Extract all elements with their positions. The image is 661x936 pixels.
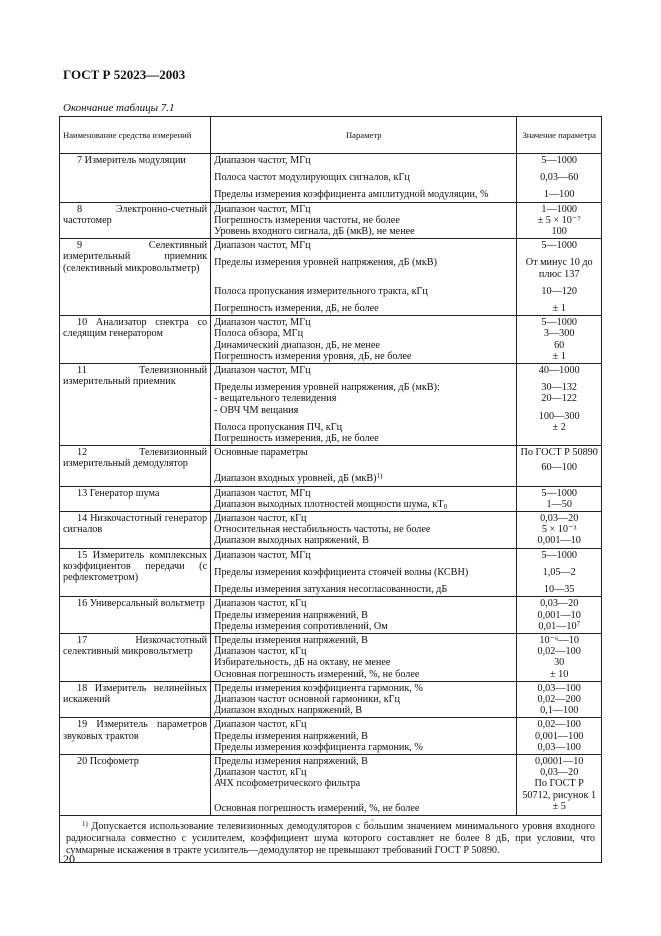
parameter-value: 1—50	[546, 498, 572, 510]
parameter-text: Диапазон частот, кГц	[214, 719, 307, 731]
parameter-value: 5—1000	[541, 155, 577, 166]
table-row	[60, 486, 602, 511]
instrument-name: 11 Телевизионный измерительный приемник	[63, 365, 208, 388]
footnote-text: Допускается использование телевизионных демодуляторов с бо́льшим значением минимального уровня входного радиосигнала совместно с усилителем, коэффициент шума которого составляет не более 8 дБ, при условии, что суммарные искажения в тракте усилитель—демодулятор не превышают требований ГОСТ Р 50890.	[66, 820, 595, 856]
parameter-text: Пределы измерения сопротивлений, Ом	[214, 620, 388, 632]
parameter-value: 100—300	[538, 410, 580, 422]
parameter-text: Пределы измерения затухания несогласованности, дБ	[214, 584, 448, 596]
parameter-text: Диапазон частот, МГц	[214, 317, 311, 329]
parameter-text: Диапазон входных уровней, дБ (мкВ)	[214, 473, 377, 485]
table-row	[60, 512, 602, 549]
parameter-value: 0,02—100	[537, 646, 581, 658]
parameter-text: Полоса частот модулирующих сигналов, кГц	[214, 172, 410, 184]
table-row	[60, 446, 602, 486]
parameter-text: Пределы измерения напряжений, В	[214, 755, 368, 767]
instrument-name: 17 Низкочастотный селективный микровольтметр	[63, 634, 208, 658]
parameter-value: 0,03—100	[537, 682, 581, 694]
instrument-name: 20 Псофометр	[77, 755, 139, 767]
parameter-text: Полоса пропускания ПЧ, кГц	[214, 421, 343, 433]
parameter-value: ± 5	[552, 800, 566, 812]
table-header-row	[60, 117, 602, 154]
parameter-value: 5—1000	[541, 487, 577, 499]
column-header-instrument: Наименование средства измерений	[60, 117, 211, 154]
instrument-name: 18 Измеритель нелинейных искажений	[63, 682, 208, 705]
table-row	[60, 754, 602, 815]
parameter-text: Погрешность измерения, дБ, не более	[214, 302, 379, 314]
parameter-text: АЧХ псофометрического фильтра	[214, 778, 361, 790]
parameter-value: 5—1000	[541, 240, 577, 252]
parameter-value: 0,03—20	[540, 598, 579, 610]
parameter-value: ± 5 × 10⁻⁷	[537, 214, 581, 226]
table-row	[60, 154, 602, 203]
parameter-text: Диапазон частот, МГц	[214, 240, 311, 252]
parameter-text: Динамический диапазон, дБ, не менее	[214, 339, 380, 351]
parameter-text: Полоса пропускания измерительного тракта, кГц	[214, 285, 428, 297]
parameter-text: Полоса обзора, МГц	[214, 328, 304, 340]
parameter-value: 0,001—100	[534, 730, 584, 742]
parameter-value: ± 2	[552, 421, 566, 433]
instrument-name: 9 Селективный измерительный приемник (селективный микровольтметр)	[63, 240, 208, 274]
parameter-text: Диапазон выходных напряжений, В	[214, 535, 369, 547]
column-header-parameter: Параметр	[211, 117, 517, 154]
parameter-text: Диапазон частот, МГц	[214, 549, 311, 561]
table-caption: Окончание таблицы 7.1	[63, 102, 175, 114]
parameter-value: ± 1	[552, 350, 566, 362]
table-row	[60, 718, 602, 755]
parameter-value: 1,05—2	[542, 566, 576, 578]
parameter-value: По ГОСТ Р 50890	[520, 447, 598, 459]
parameter-value: 0,03—20	[540, 767, 579, 779]
parameter-value: 1—1000	[541, 203, 577, 215]
parameter-value: 10⁻⁶—10	[539, 634, 579, 646]
parameter-text: Погрешность измерения, дБ, не более	[214, 433, 379, 445]
parameter-text: Диапазон входных напряжений, В	[214, 705, 363, 717]
parameter-value: 10—120	[541, 285, 577, 297]
parameter-text: Пределы измерения напряжений, В	[214, 609, 368, 621]
parameter-value: 1—100	[543, 189, 575, 201]
instrument-name: 15 Измеритель комплексных коэффициентов передачи (с рефлектометром)	[63, 549, 208, 584]
parameter-text: Пределы измерения уровней напряжения, дБ (мкВ)	[214, 257, 437, 269]
instrument-name: 8 Электронно-счетный частотомер	[63, 203, 208, 226]
parameter-text: Пределы измерения коэффициента амплитудной модуляции, %	[214, 189, 489, 201]
parameter-text: Основная погрешность измерений, %, не более	[214, 668, 420, 680]
parameter-text: Пределы измерения коэффициента гармоник, %	[214, 682, 423, 694]
parameter-text: Уровень входного сигнала, дБ (мкВ), не менее	[214, 226, 415, 238]
parameter-value: ± 1	[552, 303, 566, 315]
parameter-value: ± 10	[550, 668, 569, 680]
instrument-name: 12 Телевизионный измерительный демодулятор	[63, 447, 208, 470]
parameter-text: Пределы измерения коэффициента гармоник, %	[214, 741, 423, 753]
parameter-value: 5 × 10⁻³	[541, 524, 577, 536]
parameter-value: 0,01—10	[538, 620, 577, 632]
parameter-value: От минус 10 до плюс 137	[525, 257, 593, 280]
parameter-text: Диапазон частот, МГц	[214, 203, 311, 215]
parameter-value: 5—1000	[541, 549, 577, 561]
page-number: 20	[63, 852, 75, 866]
parameter-text: Диапазон частот, кГц	[214, 646, 307, 658]
parameter-text: Пределы измерения напряжений, В	[214, 634, 368, 646]
parameter-value: 0,03—20	[540, 513, 579, 525]
parameter-value: 20—122	[541, 393, 577, 405]
parameter-value: 60	[554, 339, 565, 351]
instrument-name: 19 Измеритель параметров звуковых трактов	[63, 719, 208, 742]
table-row	[60, 202, 602, 239]
table-row	[60, 633, 602, 681]
parameter-text: Диапазон частот, МГц	[214, 487, 311, 499]
footnote-mark: 1)	[82, 819, 88, 828]
parameter-text: Относительная нестабильность частоты, не более	[214, 524, 431, 536]
parameter-value: 0,001—10	[537, 609, 581, 621]
parameter-text: Основные параметры	[214, 447, 308, 459]
parameter-value: 100	[551, 226, 567, 238]
parameter-value: 0,0001—10	[534, 755, 584, 767]
subscript-text: 0	[443, 502, 448, 511]
parameter-value: 0,03—100	[537, 741, 581, 753]
instrument-name: 13 Генератор шума	[77, 487, 160, 499]
parameter-value: 30	[554, 657, 565, 669]
parameter-value: 10—35	[543, 584, 575, 596]
footnote-row	[60, 815, 602, 862]
exponent-text: 7	[576, 619, 581, 628]
table-footnote	[60, 815, 602, 862]
parameter-value: 0,1—100	[540, 705, 579, 717]
table-row	[60, 548, 602, 597]
parameter-value: 60—100	[541, 462, 577, 474]
table-row	[60, 239, 602, 316]
parameter-text: Избирательность, дБ на октаву, не менее	[214, 657, 391, 669]
column-header-value: Значение параметра	[517, 117, 602, 154]
parameter-value: 0,02—100	[537, 719, 581, 731]
parameter-value: 40—1000	[538, 365, 580, 377]
parameter-text: Диапазон частот, кГц	[214, 598, 307, 610]
parameter-value: 5—1000	[541, 317, 577, 329]
parameter-value: 30—132	[541, 382, 577, 394]
parameter-text: Диапазон частот, кГц	[214, 767, 307, 779]
parameter-value: По ГОСТ Р 50712, рисунок 1	[522, 778, 597, 801]
parameter-text: - вещательного телевидения	[214, 393, 337, 405]
parameter-text: Диапазон частот, МГц	[214, 155, 311, 166]
parameter-text: Пределы измерения напряжений, В	[214, 730, 368, 742]
parameter-value: 3—300	[543, 328, 575, 340]
parameter-value: 0,001—10	[537, 535, 581, 547]
table-row	[60, 681, 602, 718]
parameter-value: 0,02—200	[537, 693, 581, 705]
parameter-value: 0,03—60	[540, 172, 579, 184]
parameter-text: Пределы измерения уровней напряжения, дБ (мкВ):	[214, 382, 440, 394]
parameter-text: Погрешность измерения частоты, не более	[214, 214, 400, 226]
parameter-text: Диапазон частот, МГц	[214, 365, 311, 377]
parameter-text: - ОВЧ ЧМ вещания	[214, 404, 299, 416]
parameter-text: Диапазон частот, кГц	[214, 513, 307, 525]
parameter-text: Основная погрешность измерений, %, не более	[214, 802, 420, 814]
parameter-text: Пределы измерения коэффициента стоячей волны (КСВН)	[214, 566, 469, 578]
instrument-name: 7 Измеритель модуляции	[77, 155, 186, 166]
parameter-text: Погрешность измерения уровня, дБ, не более	[214, 350, 412, 362]
table-row	[60, 597, 602, 634]
instrument-name: 16 Универсальный вольтметр	[77, 598, 205, 610]
table-row	[60, 364, 602, 446]
footnote-reference: 1)	[376, 472, 383, 481]
document-header: ГОСТ Р 52023—2003	[63, 67, 186, 82]
instrument-name: 14 Низкочастотный генератор сигналов	[63, 513, 208, 536]
instrument-name: 10 Анализатор спектра со следящим генератором	[63, 317, 208, 340]
table-row	[60, 316, 602, 364]
measurement-instruments-table	[59, 116, 602, 863]
parameter-text: Диапазон частот основной гармоники, кГц	[214, 693, 401, 705]
parameter-text: Диапазон выходных плотностей мощности шума, кТ	[214, 498, 444, 510]
